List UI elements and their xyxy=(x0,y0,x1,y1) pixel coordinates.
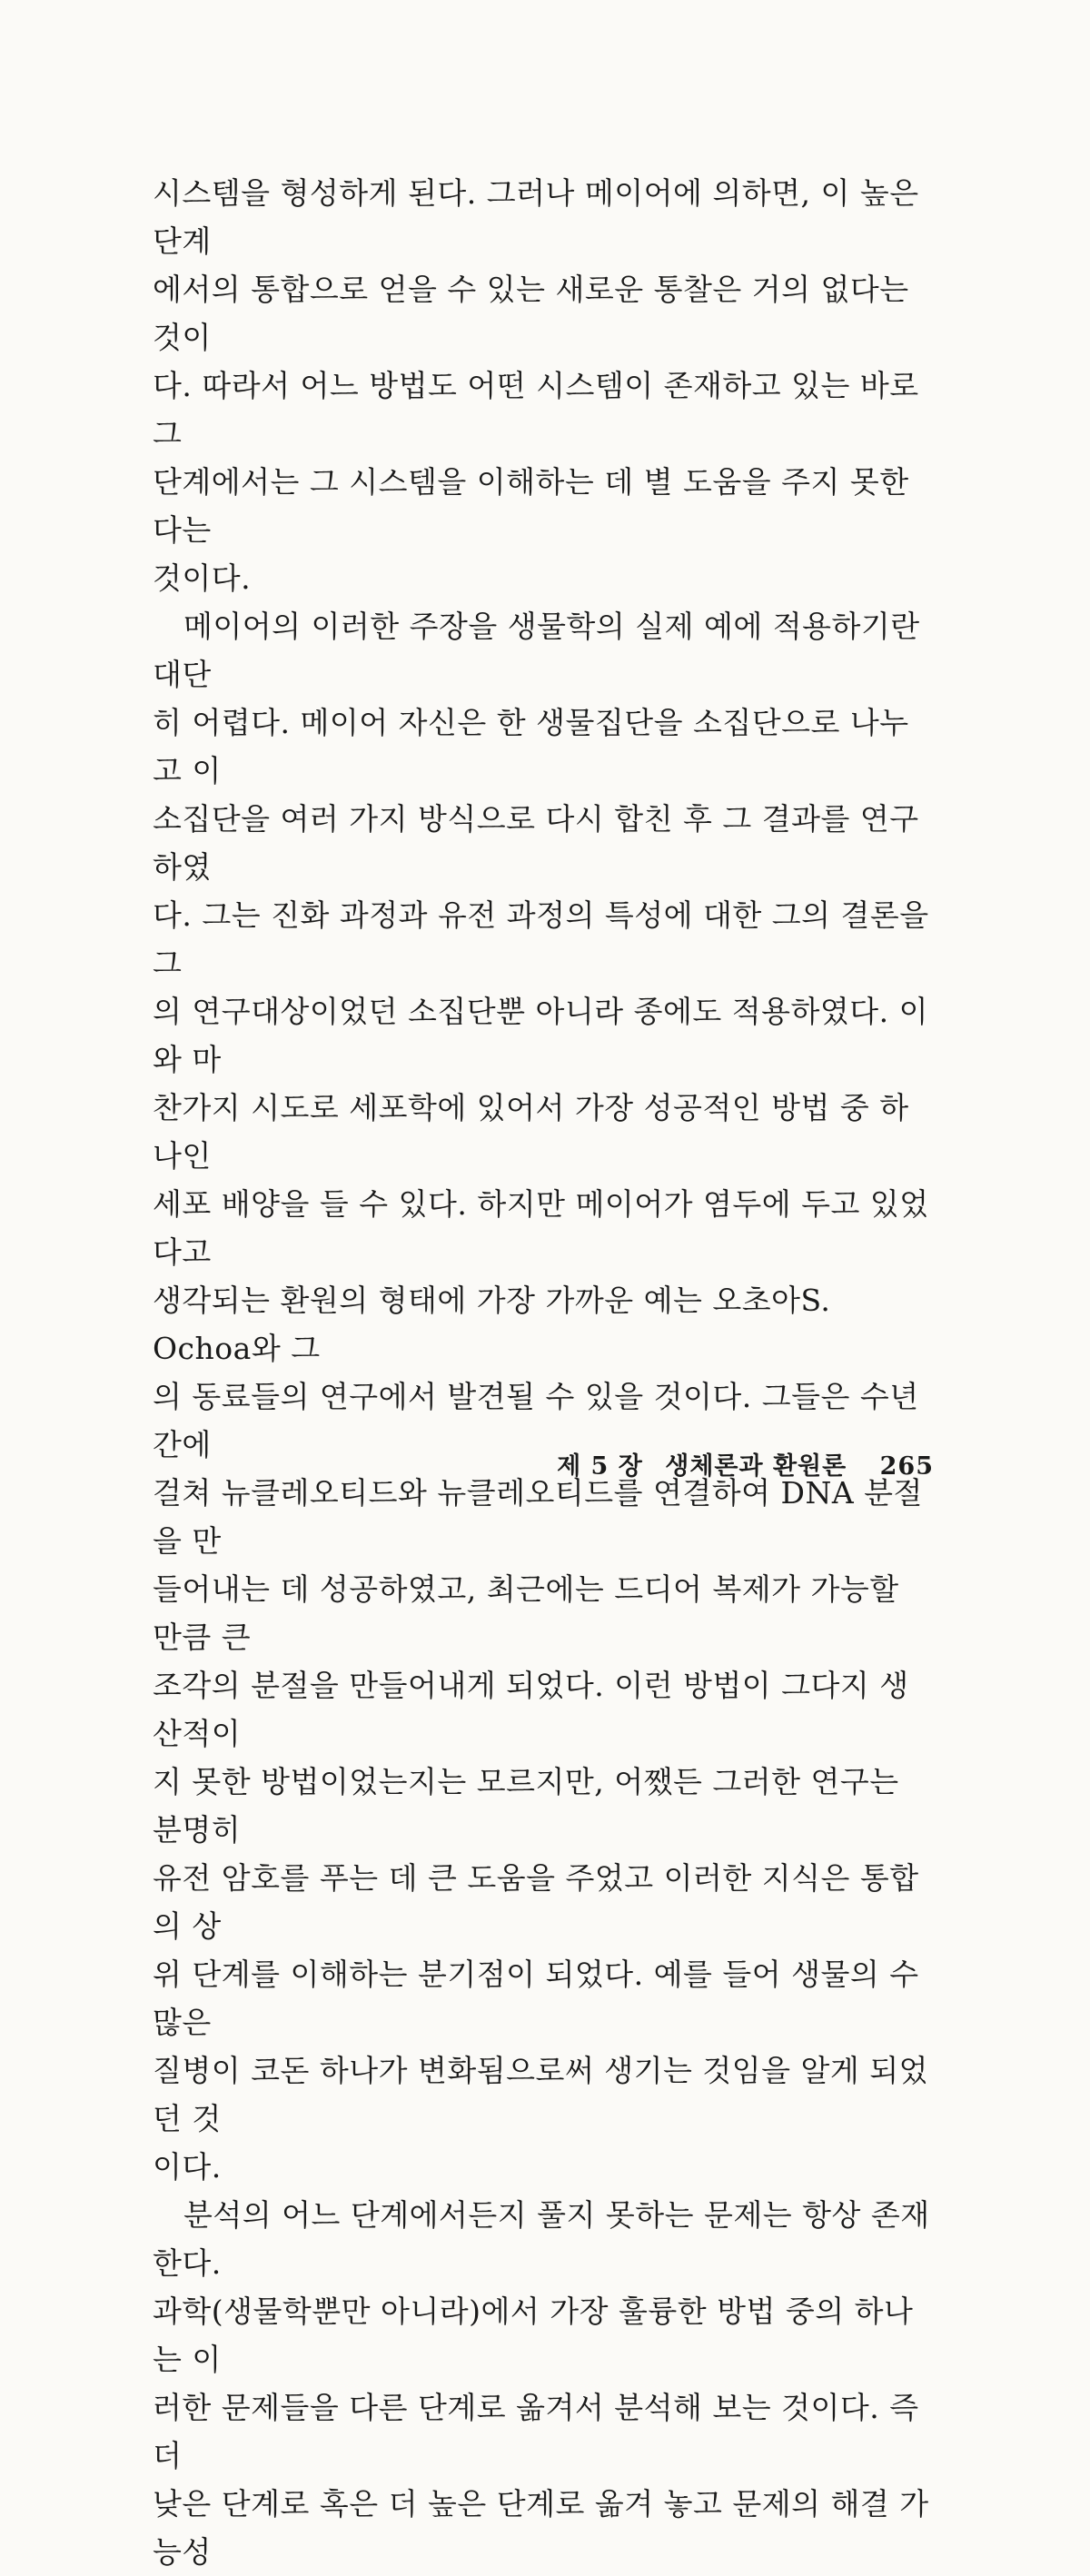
text-line: 생각되는 환원의 형태에 가장 가까운 예는 오초아S. Ochoa와 그 xyxy=(153,1283,831,1366)
page-number: 265 xyxy=(879,1452,934,1481)
chapter-number: 제 5 장 xyxy=(557,1452,643,1481)
text-line: 걸쳐 뉴클레오티드와 뉴클레오티드를 연결하여 DNA 분절을 만 xyxy=(153,1475,923,1559)
text-line: 시스템을 형성하게 된다. 그러나 메이어에 의하면, 이 높은 단계 xyxy=(153,175,919,259)
text-line: 찬가지 시도로 세포학에 있어서 가장 성공적인 방법 중 하나인 xyxy=(153,1090,909,1174)
text-line: 소집단을 여러 가지 방식으로 다시 합친 후 그 결과를 연구하였 xyxy=(153,801,919,885)
text-line: 위 단계를 이해하는 분기점이 되었다. 예를 들어 생물의 수많은 xyxy=(153,1957,919,2040)
text-line: 들어내는 데 성공하였고, 최근에는 드디어 복제가 가능할 만큼 큰 xyxy=(153,1571,899,1655)
text-line: 세포 배양을 들 수 있다. 하지만 메이어가 염두에 두고 있었다고 xyxy=(153,1186,929,1270)
paragraph-1 xyxy=(153,169,934,602)
text-line: 의 연구대상이었던 소집단뿐 아니라 종에도 적용하였다. 이와 마 xyxy=(153,994,928,1077)
text-line: 것이다. xyxy=(153,560,252,596)
text-line: 지 못한 방법이었는지는 모르지만, 어쨌든 그러한 연구는 분명히 xyxy=(153,1764,899,1848)
chapter-title: 생체론과 환원론 xyxy=(665,1452,847,1481)
text-line: 이다. xyxy=(153,2149,222,2185)
text-line: 다. 따라서 어느 방법도 어떤 시스템이 존재하고 있는 바로 그 xyxy=(153,368,919,451)
text-line: 질병이 코돈 하나가 변화됨으로써 생기는 것임을 알게 되었던 것 xyxy=(153,2053,928,2136)
page-body xyxy=(153,169,934,2576)
text-line: 낮은 단계로 혹은 더 높은 단계로 옮겨 놓고 문제의 해결 가능성 xyxy=(153,2486,929,2570)
text-line: 과학(생물학뿐만 아니라)에서 가장 훌륭한 방법 중의 하나는 이 xyxy=(153,2294,914,2377)
text-line: 분석의 어느 단계에서든지 풀지 못하는 문제는 항상 존재한다. xyxy=(153,2197,930,2281)
paragraph-3 xyxy=(153,2191,934,2576)
text-line: 히 어렵다. 메이어 자신은 한 생물집단을 소집단으로 나누고 이 xyxy=(153,705,909,788)
running-footer xyxy=(0,1446,934,1481)
text-line: 다. 그는 진화 과정과 유전 과정의 특성에 대한 그의 결론을 그 xyxy=(153,897,929,981)
paragraph-2 xyxy=(153,602,934,2191)
text-line: 의 동료들의 연구에서 발견될 수 있을 것이다. 그들은 수년 간에 xyxy=(153,1379,919,1462)
text-line: 러한 문제들을 다른 단계로 옮겨서 분석해 보는 것이다. 즉 더 xyxy=(153,2390,919,2473)
text-line: 조각의 분절을 만들어내게 되었다. 이런 방법이 그다지 생산적이 xyxy=(153,1668,909,1751)
text-line: 단계에서는 그 시스템을 이해하는 데 별 도움을 주지 못한다는 xyxy=(153,464,909,548)
text-line: 메이어의 이러한 주장을 생물학의 실제 예에 적용하기란 대단 xyxy=(153,609,920,692)
text-line: 에서의 통합으로 얻을 수 있는 새로운 통찰은 거의 없다는 것이 xyxy=(153,272,909,355)
text-line: 유전 암호를 푸는 데 큰 도움을 주었고 이러한 지식은 통합의 상 xyxy=(153,1860,919,1944)
